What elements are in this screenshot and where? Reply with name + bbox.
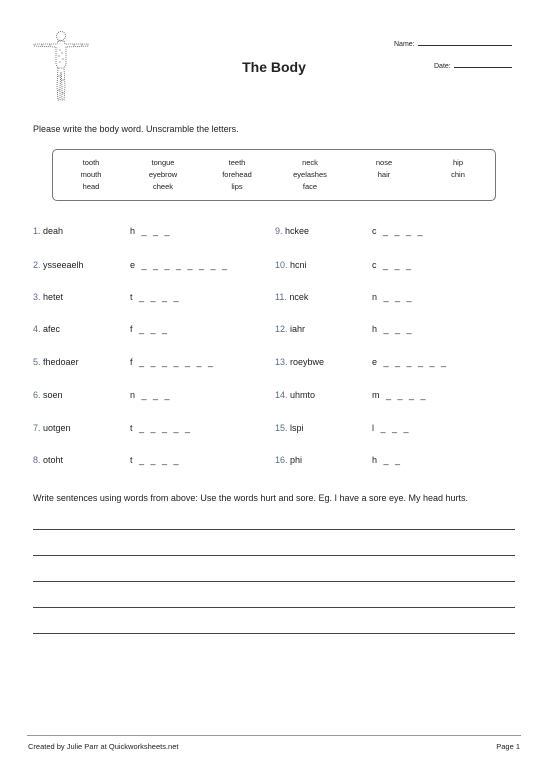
exercise-item: 14. uhmto m _ _ _ _	[275, 390, 427, 400]
answer-blank[interactable]: t _ _ _ _	[130, 455, 180, 465]
answer-blank[interactable]: n _ _ _	[130, 390, 171, 400]
word-bank-item: mouth	[80, 170, 102, 179]
name-blank[interactable]	[418, 38, 512, 46]
exercise-item: 2. ysseeaelh e _ _ _ _ _ _ _ _	[33, 260, 228, 270]
exercise-item: 13. roeybwe e _ _ _ _ _ _	[275, 357, 447, 367]
exercise-item: 6. soen n _ _ _	[33, 390, 171, 400]
scrambled-word: phi	[290, 455, 303, 465]
exercise-item: 3. hetet t _ _ _ _	[33, 292, 180, 302]
name-label: Name:	[394, 41, 415, 48]
scrambled-word: afec	[43, 324, 61, 334]
scrambled-word: iahr	[290, 324, 306, 334]
exercise-item: 11. ncek n _ _ _	[275, 292, 413, 302]
exercise-item: 8. otoht t _ _ _ _	[33, 455, 180, 465]
footer-divider	[27, 735, 521, 736]
word-bank-item: neck	[302, 158, 318, 167]
scrambled-word: roeybwe	[290, 357, 325, 367]
word-bank-item: hip	[452, 158, 463, 167]
writing-line[interactable]	[33, 529, 515, 530]
word-bank-item: tongue	[151, 158, 175, 167]
scrambled-word: ysseeaelh	[43, 260, 84, 270]
word-bank-item: tooth	[82, 158, 100, 167]
answer-blank[interactable]: e _ _ _ _ _ _	[372, 357, 447, 367]
scrambled-word: uotgen	[43, 423, 71, 433]
exercise-item: 16. phi h _ _	[275, 455, 401, 465]
exercise-item: 1. deah h _ _ _	[33, 226, 171, 236]
word-bank-item: nose	[375, 158, 393, 167]
exercise-item: 7. uotgen t _ _ _ _ _	[33, 423, 191, 433]
footer-credit: Created by Julie Parr at Quickworksheets.net	[28, 742, 179, 751]
word-bank-item: face	[302, 182, 318, 191]
writing-line[interactable]	[33, 555, 515, 556]
name-field[interactable]	[394, 38, 518, 48]
scrambled-word: lspi	[290, 423, 304, 433]
answer-blank[interactable]: h _ _ _	[372, 324, 413, 334]
word-bank-item: chin	[451, 170, 465, 179]
answer-blank[interactable]: n _ _ _	[372, 292, 413, 302]
scrambled-word: hetet	[43, 292, 64, 302]
answer-blank[interactable]: e _ _ _ _ _ _ _ _	[130, 260, 228, 270]
page-number: Page 1	[496, 742, 520, 751]
word-bank-item: forehead	[222, 170, 252, 179]
writing-line[interactable]	[33, 633, 515, 634]
word-bank-item: eyebrow	[148, 170, 178, 179]
answer-blank[interactable]: f _ _ _ _ _ _ _	[130, 357, 214, 367]
word-bank	[52, 149, 496, 201]
exercise-item: 15. lspi l _ _ _	[275, 423, 410, 433]
exercise-item: 12. iahr h _ _ _	[275, 324, 413, 334]
answer-blank[interactable]: c _ _ _ _	[372, 226, 424, 236]
scrambled-word: ncek	[289, 292, 309, 302]
scrambled-word: otoht	[43, 455, 64, 465]
scrambled-word: soen	[43, 390, 63, 400]
word-bank-item: hair	[377, 170, 391, 179]
page-title: The Body	[242, 59, 306, 75]
word-bank-item: cheek	[152, 182, 173, 191]
exercise-item: 5. fhedoaer f _ _ _ _ _ _ _	[33, 357, 214, 367]
scrambled-word: uhmto	[290, 390, 316, 400]
answer-blank[interactable]: h _ _ _	[130, 226, 171, 236]
answer-blank[interactable]: m _ _ _ _	[372, 390, 427, 400]
word-bank-item: teeth	[228, 158, 246, 167]
instructions: Please write the body word. Unscramble the letters.	[33, 124, 239, 134]
answer-blank[interactable]: t _ _ _ _	[130, 292, 180, 302]
word-bank-item: lips	[231, 182, 243, 191]
word-bank-item: head	[82, 182, 100, 191]
word-bank-item: eyelashes	[293, 170, 327, 179]
exercise-item: 10. hcni c _ _ _	[275, 260, 412, 270]
exercise-item: 4. afec f _ _ _	[33, 324, 168, 334]
scrambled-word: hckee	[285, 226, 310, 236]
writing-line[interactable]	[33, 581, 515, 582]
writing-line[interactable]	[33, 607, 515, 608]
scrambled-word: deah	[43, 226, 64, 236]
answer-blank[interactable]: t _ _ _ _ _	[130, 423, 191, 433]
exercise-item: 9. hckee c _ _ _ _	[275, 226, 424, 236]
sentence-instructions: Write sentences using words from above: Use the words hurt and sore. Eg. I have a sore eye. My head hurts.	[33, 493, 469, 503]
scrambled-word: hcni	[290, 260, 307, 270]
answer-blank[interactable]: f _ _ _	[130, 324, 168, 334]
date-label: Date:	[434, 63, 451, 70]
scrambled-word: fhedoaer	[43, 357, 79, 367]
answer-blank[interactable]: l _ _ _	[372, 423, 410, 433]
answer-blank[interactable]: c _ _ _	[372, 260, 412, 270]
answer-blank[interactable]: h _ _	[372, 455, 401, 465]
